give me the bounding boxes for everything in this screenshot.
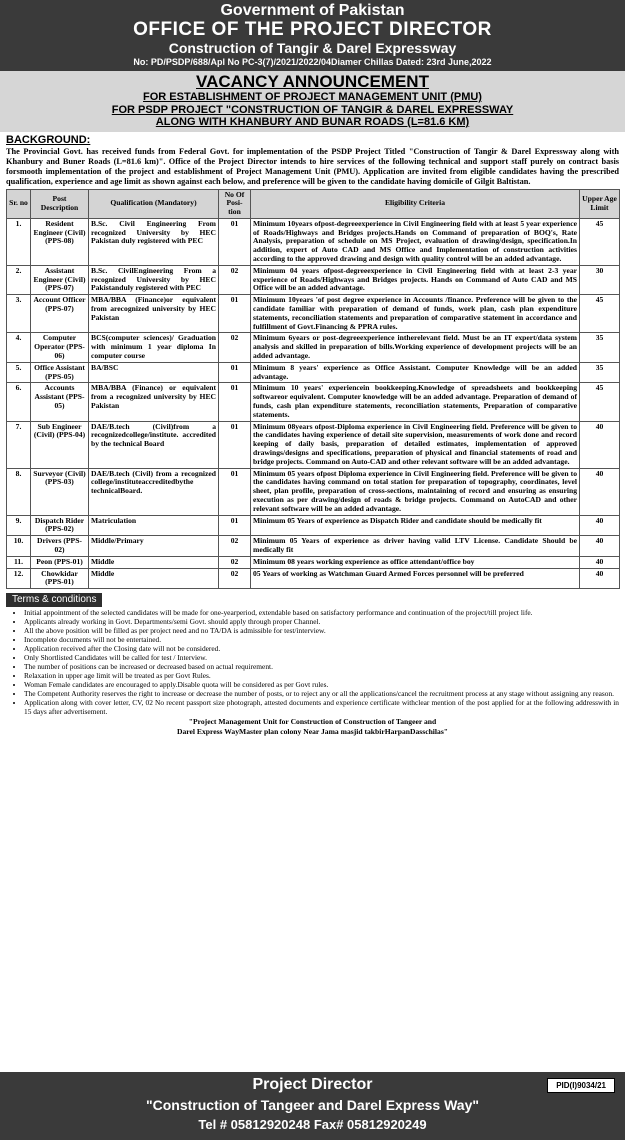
row-sr: 4.: [7, 333, 31, 362]
office-title: OFFICE OF THE PROJECT DIRECTOR: [133, 19, 492, 40]
table-row: [7, 421, 620, 468]
row-qualification: B.Sc. CivilEngineering From a recognized University by HEC Pakistanduly registered with PEC: [89, 265, 219, 294]
row-post: Dispatch Rider (PPS-02): [31, 515, 89, 536]
row-post: Assistant Engineer (Civil) (PPS-07): [31, 265, 89, 294]
row-qualification: MBA/BBA (Finance) or equivalent from a recognized university by HEC Pakistan: [89, 383, 219, 421]
row-post: Account Officer (PPS-07): [31, 295, 89, 333]
background-paragraph: The Provincial Govt. has received funds from Federal Govt. for implementation of the PSDP Project Titled "Construction of Tangir & Darel Expressway along with Khanbury and Buner Roads (L=81.6 km)". Office of the Project Director intends to hire services of the following technical and support staff purely on contract basis forsmooth implementation of the project and establishment of Project Management Unit (PMU). Application are invited from eligible candidates having the prescribed qualification, experience and age limit as shown against each below, and preference will be given to the candidate having domicile of Gilgit Baltistan.: [6, 146, 619, 186]
row-sr: 8.: [7, 468, 31, 515]
row-qualification: BA/BSC: [89, 362, 219, 383]
row-age: 30: [580, 265, 620, 294]
row-qualification: B.Sc. Civil Engineering From recognized University by HEC Pakistan duly registered with PEC: [89, 218, 219, 265]
row-positions: 01: [219, 383, 251, 421]
row-sr: 3.: [7, 295, 31, 333]
row-eligibility: Minimum 05 years ofpost Diploma experience in Civil Engineering field. Preference will be given to the candidates having command on total station for preparation of topography, coordinates, level sheet, plan profile, preparation of cross-sections, maintaining of record and ensuring as ensuring execution as per drawing/design of roads & bridge projects. Command on AutoCAD and other relevant software will be an added advantage.: [251, 468, 580, 515]
pid-badge: PID(I)9034/21: [547, 1078, 615, 1093]
vacancy-subtitle-3: ALONG WITH KHANBURY AND BUNAR ROADS (L=81.6 KM): [155, 116, 470, 128]
row-eligibility: 05 Years of working as Watchman Guard Armed Forces personnel will be preferred: [251, 568, 580, 589]
govt-title: Government of Pakistan: [220, 2, 405, 19]
row-qualification: MBA/BBA (Finance)or equivalent from arecognized university by HEC Pakistan: [89, 295, 219, 333]
row-age: 35: [580, 362, 620, 383]
row-eligibility: Minimum 04 years ofpost-degreeexperience in Civil Engineering field with at least 2-3 year experience of Roads/Highways and Bridges projects. Hands on Command of Auto CAD and MS Office will be an added advantage.: [251, 265, 580, 294]
row-eligibility: Minimum 05 Years of experience as driver having valid LTV License. Candidate Should be medically fit: [251, 536, 580, 557]
row-eligibility: Minimum 10years 'of post degree experience in Accounts /finance. Preference will be given to the candidate familiar with preparation of demand of funds, work plan, cash plan expenditure statements, reconciliation statements and preparation of comparative statement in accordance and fulfillment of Govt.Financing & PPRA rules.: [251, 295, 580, 333]
row-post: Computer Operator (PPS-06): [31, 333, 89, 362]
table-row: [7, 568, 620, 589]
table-row: [7, 295, 620, 333]
table-row: [7, 265, 620, 294]
project-title: Construction of Tangir & Darel Expressway: [168, 40, 457, 56]
background-heading: BACKGROUND:: [6, 133, 91, 146]
row-post: Surveyor (Civil) (PPS-03): [31, 468, 89, 515]
header-eligibility: Eligibility Criteria: [251, 189, 580, 218]
address-line-2: Darel Express WayMaster plan colony Near Jama masjid takbirHarpanDasschilas": [177, 727, 448, 737]
row-post: Peon (PPS-01): [31, 556, 89, 568]
header-positions: No Of Posi-tion: [219, 189, 251, 218]
row-sr: 2.: [7, 265, 31, 294]
row-post: Accounts Assistant (PPS-05): [31, 383, 89, 421]
row-positions: 01: [219, 468, 251, 515]
row-qualification: Matriculation: [89, 515, 219, 536]
terms-item: • Application along with cover letter, CV, 02 No recent passport size photograph, attested documents and experience certificate withclear mention of the post applied for at the following addresswith in 15 days after advertisement.: [24, 698, 619, 716]
row-eligibility: Minimum 08 years working experience as office attendant/office boy: [251, 556, 580, 568]
vacancy-banner: [0, 71, 625, 132]
terms-item: • Only Shortlisted Candidates will be called for test / Interview.: [24, 653, 619, 662]
table-row: [7, 556, 620, 568]
row-age: 40: [580, 568, 620, 589]
address-line-1: "Project Management Unit for Construction of Construction of Tangeer and: [188, 717, 437, 727]
row-age: 45: [580, 295, 620, 333]
footer-banner: [0, 1072, 625, 1140]
row-age: 40: [580, 515, 620, 536]
row-sr: 9.: [7, 515, 31, 536]
row-sr: 12.: [7, 568, 31, 589]
reference-number: No: PD/PSDP/688/Apl No PC-3(7)/2021/2022/04Diamer Chillas Dated: 23rd June,2022: [133, 57, 492, 67]
row-eligibility: Minimum 8 years' experience as Office Assistant. Computer Knowledge will be an added advantage.: [251, 362, 580, 383]
row-sr: 7.: [7, 421, 31, 468]
terms-item: • Incomplete documents will not be entertained.: [24, 635, 619, 644]
row-age: 45: [580, 383, 620, 421]
header-sr: Sr. no: [7, 189, 31, 218]
row-sr: 1.: [7, 218, 31, 265]
table-header-row: [7, 189, 620, 218]
row-age: 40: [580, 468, 620, 515]
row-positions: 01: [219, 421, 251, 468]
row-positions: 02: [219, 556, 251, 568]
footer-role: Project Director: [252, 1076, 373, 1093]
row-positions: 01: [219, 515, 251, 536]
row-sr: 5.: [7, 362, 31, 383]
row-positions: 02: [219, 265, 251, 294]
row-positions: 02: [219, 536, 251, 557]
row-positions: 01: [219, 362, 251, 383]
vacancy-title: VACANCY ANNOUNCEMENT: [196, 72, 429, 91]
row-post: Drivers (PPS-02): [31, 536, 89, 557]
row-age: 40: [580, 421, 620, 468]
row-qualification: DAE/B.tech (Civil) from a recognized college/instituteaccreditedbythe technicalBoard.: [89, 468, 219, 515]
row-post: Office Assistant (PPS-05): [31, 362, 89, 383]
row-qualification: BCS(computer sciences)/ Graduation with minimum 1 year diploma In computer course: [89, 333, 219, 362]
positions-table: [6, 189, 620, 590]
row-eligibility: Minimum 08years ofpost-Diploma experience in Civil Engineering field. Preference will be given to the candidates having experience of detail site supervision, measurements of work done and record keeping of daily basis, preparation of detailed estimates, implementation of approved drawings/designs and specifications, preparation of physical and financial statements of road and bridge projects. Command on Auto-CAD and other relevant software will be an added advantage.: [251, 421, 580, 468]
row-age: 40: [580, 556, 620, 568]
row-positions: 02: [219, 333, 251, 362]
table-row: [7, 536, 620, 557]
terms-item: • All the above position will be filled as per project need and no TA/DA is admissible for test/interview.: [24, 626, 619, 635]
row-post: Sub Engineer (Civil) (PPS-04): [31, 421, 89, 468]
row-qualification: Middle/Primary: [89, 536, 219, 557]
row-positions: 01: [219, 295, 251, 333]
row-eligibility: Minimum 6years or post-degreeexperience intherelevant field. Must be an IT expert/data system analysis and skilled in preparation of bills.Working experience of development projects will be an added advantage.: [251, 333, 580, 362]
terms-item: • Relaxation in upper age limit will be treated as per Govt Rules.: [24, 671, 619, 680]
terms-item: • Initial appointment of the selected candidates will be made for one-yearperiod, extendable based on satisfactory performance and continuation of the project/till project life.: [24, 608, 619, 617]
footer-project: "Construction of Tangeer and Darel Express Way": [145, 1097, 479, 1113]
terms-list: [14, 608, 619, 716]
vacancy-subtitle-2: FOR PSDP PROJECT "CONSTRUCTION OF TANGIR & DAREL EXPRESSWAY: [111, 103, 514, 116]
row-age: 40: [580, 536, 620, 557]
table-row: [7, 218, 620, 265]
terms-item: • The number of positions can be increased or decreased based on actual requirement.: [24, 662, 619, 671]
row-eligibility: Minimum 05 Years of experience as Dispatch Rider and candidate should be medically fit: [251, 515, 580, 536]
header-post: Post Description: [31, 189, 89, 218]
terms-item: • Applicants already working in Govt. Departments/semi Govt. should apply through proper Channel.: [24, 617, 619, 626]
row-positions: 01: [219, 218, 251, 265]
terms-item: • The Competent Authority reserves the right to increase or decrease the number of posts, or to reject any or all the applications/cancel the recruitment process at any stage without assigning any reason.: [24, 689, 619, 698]
row-eligibility: Minimum 10years ofpost-degreeexperience in Civil Engineering field with at least 5 year experience of Roads/Highways and Bridges projects.Hands on Command of preparation of BOQ's, Rate Analysis, preparation of schedule on MS Project, evaluation of drawing/design, specification.In addition, expert of Auto CAD and MS Office and Implementation of construction activities according to the approved drawing and design with quality control will be an added advantage.: [251, 218, 580, 265]
row-age: 45: [580, 218, 620, 265]
row-positions: 02: [219, 568, 251, 589]
table-row: [7, 362, 620, 383]
table-row: [7, 383, 620, 421]
table-row: [7, 515, 620, 536]
row-qualification: DAE/B.tech (Civil)from a recognizedcollege/institute. accredited by the technical Board: [89, 421, 219, 468]
row-qualification: Middle: [89, 556, 219, 568]
terms-item: • Woman Female candidates are encouraged to apply.Disable quota will be considered as per Govt rules.: [24, 680, 619, 689]
vacancy-subtitle-1: FOR ESTABLISHMENT OF PROJECT MANAGEMENT UNIT (PMU): [143, 91, 482, 103]
row-sr: 10.: [7, 536, 31, 557]
terms-heading: Terms & conditions: [6, 593, 102, 607]
row-sr: 6.: [7, 383, 31, 421]
terms-item: • Application received after the Closing date will not be considered.: [24, 644, 619, 653]
header-qualification: Qualification (Mandatory): [89, 189, 219, 218]
row-age: 35: [580, 333, 620, 362]
row-qualification: Middle: [89, 568, 219, 589]
row-post: Resident Engineer (Civil) (PPS-08): [31, 218, 89, 265]
header-age: Upper Age Limit: [580, 189, 620, 218]
row-eligibility: Minimum 10 years' experiencein bookkeeping.Knowledge of spreadsheets and bookkeeping softwareor equivalent. Computer knowledge will be an added advantage. Preparation of demand of funds, cash plan expenditure statements, reconciliation statements, Preparation of comparative statements.: [251, 383, 580, 421]
footer-contact: Tel # 05812920248 Fax# 05812920249: [198, 1117, 427, 1132]
header-banner: [0, 0, 625, 71]
table-row: [7, 468, 620, 515]
row-sr: 11.: [7, 556, 31, 568]
row-post: Chowkidar (PPS-01): [31, 568, 89, 589]
table-row: [7, 333, 620, 362]
